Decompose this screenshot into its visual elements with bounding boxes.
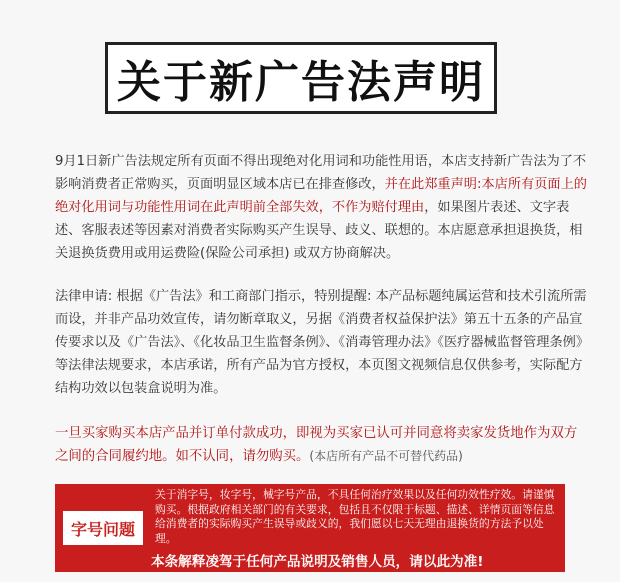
purchase-notice bbox=[55, 422, 590, 468]
statement-paragraph bbox=[55, 150, 590, 265]
purchase-note: (本店所有产品不可替代药品) bbox=[309, 449, 463, 463]
warning-text: 关于消字号，妆字号，械字号产品，不具任何治疗效果以及任何功效性疗效。请谨慎购买。根据政府相关部门的有关要求，包括且不仅限于标题、描述、详情页面等信息给消费者的实际购买产生误导或歧义的，我们愿以七天无理由退换货的方法予以处理。 bbox=[155, 488, 555, 545]
warning-final-text: 本条解释凌驾于任何产品说明及销售人员，请以此为准! bbox=[151, 554, 484, 570]
title-box bbox=[105, 42, 497, 114]
warning-box bbox=[55, 484, 565, 572]
warning-tag: 字号问题 bbox=[63, 511, 143, 545]
purchase-text: 一旦买家购买本店产品并订单付款成功，即视为买家已认可并同意将卖家发货地作为双方之间的合同履约地。如不认同，请勿购买。 bbox=[55, 426, 578, 464]
statement-red-text: 并在此郑重声明:本店所有页面上的绝对化用词与功能性用词在此声明前全部失效，不作为赔付理由 bbox=[55, 177, 587, 215]
statement-text-2: ，如果图片表述、文字表述、客服表述等因素对消费者实际购买产生误导、歧义、联想的。本店愿意承担退换货，相关退换货费用或用运费险(保险公司承担) 或双方协商解决。 bbox=[55, 200, 583, 261]
page-title: 关于新广告法声明 bbox=[117, 57, 485, 108]
statement-text-1: 9月1日新广告法规定所有页面不得出现绝对化用词和功能性用语，本店支持新广告法为了不影响消费者正常购买，页面明显区域本店已在排查修改， bbox=[55, 154, 587, 192]
legal-paragraph: 法律申请: 根据《广告法》和工商部门指示，特别提醒: 本产品标题纯属运营和技术引流所需而设，并非产品功效宣传，请勿断章取义，另据《消费者权益保护法》第五十五条的产品宣传要求以及《广告法》、《化妆品卫生监督条例》、《消毒管理办法》《医疗器械监督管理条例》等法律法规要求，本店承诺，所有产品为官方授权，本页图文视频信息仅供参考，实际配方结构功效以包装盒说明为准。 bbox=[55, 289, 590, 396]
